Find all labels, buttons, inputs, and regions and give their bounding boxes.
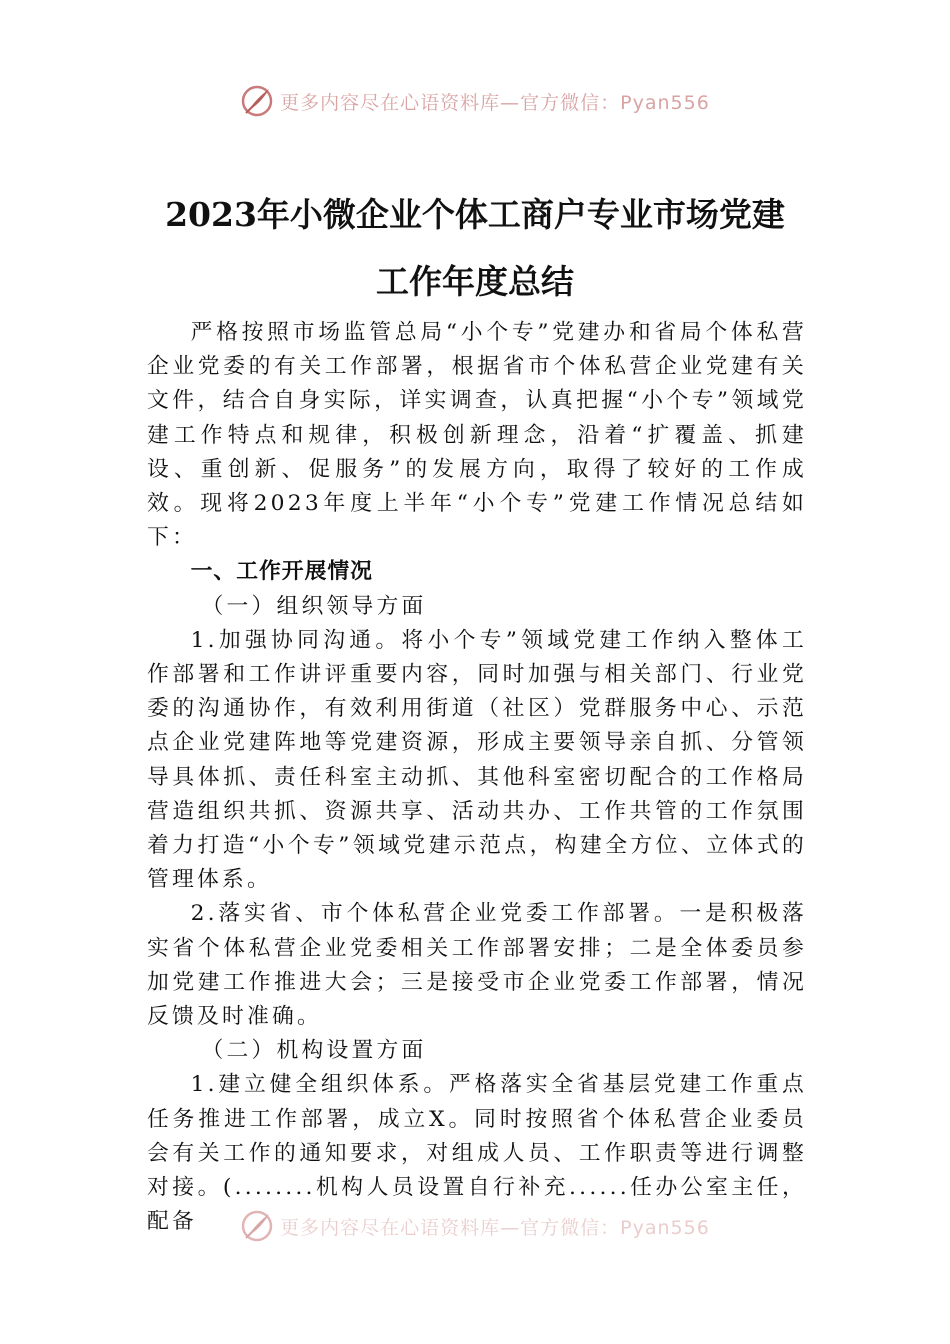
document-body [147, 316, 807, 1239]
section-heading-1: 一、工作开展情况 [190, 559, 373, 585]
watermark-footer [0, 1209, 950, 1243]
document-title-line1: 2023年小微企业个体工商户专业市场党建 [165, 195, 785, 234]
watermark-header [0, 84, 950, 118]
subsection-heading-2: （二）机构设置方面 [201, 1038, 427, 1064]
feather-logo-icon [240, 1209, 274, 1243]
watermark-text: 更多内容尽在心语资料库—官方微信：Pyan556 [280, 1216, 710, 1239]
watermark-text: 更多内容尽在心语资料库—官方微信：Pyan556 [280, 91, 710, 114]
document-title-line2: 工作年度总结 [376, 262, 574, 301]
feather-logo-icon [240, 84, 274, 118]
paragraph-coordination: 1.加强协同沟通。将小个专”领域党建工作纳入整体工作部署和工作讲评重要内容，同时加强与相关部门、行业党委的沟通协作，有效利用街道（社区）党群服务中心、示范点企业党建阵地等党建资源，形成主要领导亲自抓、分管领导具体抓、责任科室主动抓、其他科室密切配合的工作格局营造组织共抓、资源共享、活动共办、工作共管的工作氛围着力打造“小个专”领域党建示范点，构建全方位、立体式的管理体系。 [147, 627, 807, 893]
subsection-heading-1: （一）组织领导方面 [201, 593, 427, 619]
paragraph-implementation: 2.落实省、市个体私营企业党委工作部署。一是积极落实省个体私营企业党委相关工作部署安排；二是全体委员参加党建工作推进大会；三是接受市企业党委工作部署，情况反馈及时准确。 [147, 901, 807, 1030]
intro-paragraph: 严格按照市场监管总局“小个专”党建办和省局个体私营企业党委的有关工作部署，根据省市个体私营企业党建有关文件，结合自身实际，详实调查，认真把握“小个专”领域党建工作特点和规律，积极创新理念，沿着“扩覆盖、抓建设、重创新、促服务”的发展方向，取得了较好的工作成效。现将2023年度上半年“小个专”党建工作情况总结如下： [147, 320, 807, 551]
paragraph-organization: 1.建立健全组织体系。严格落实全省基层党建工作重点任务推进工作部署，成立X。同时按照省个体私营企业委员会有关工作的通知要求，对组成人员、工作职责等进行调整对接。(........机构人员设置自行补充......任办公室主任，配备 [147, 1072, 807, 1235]
